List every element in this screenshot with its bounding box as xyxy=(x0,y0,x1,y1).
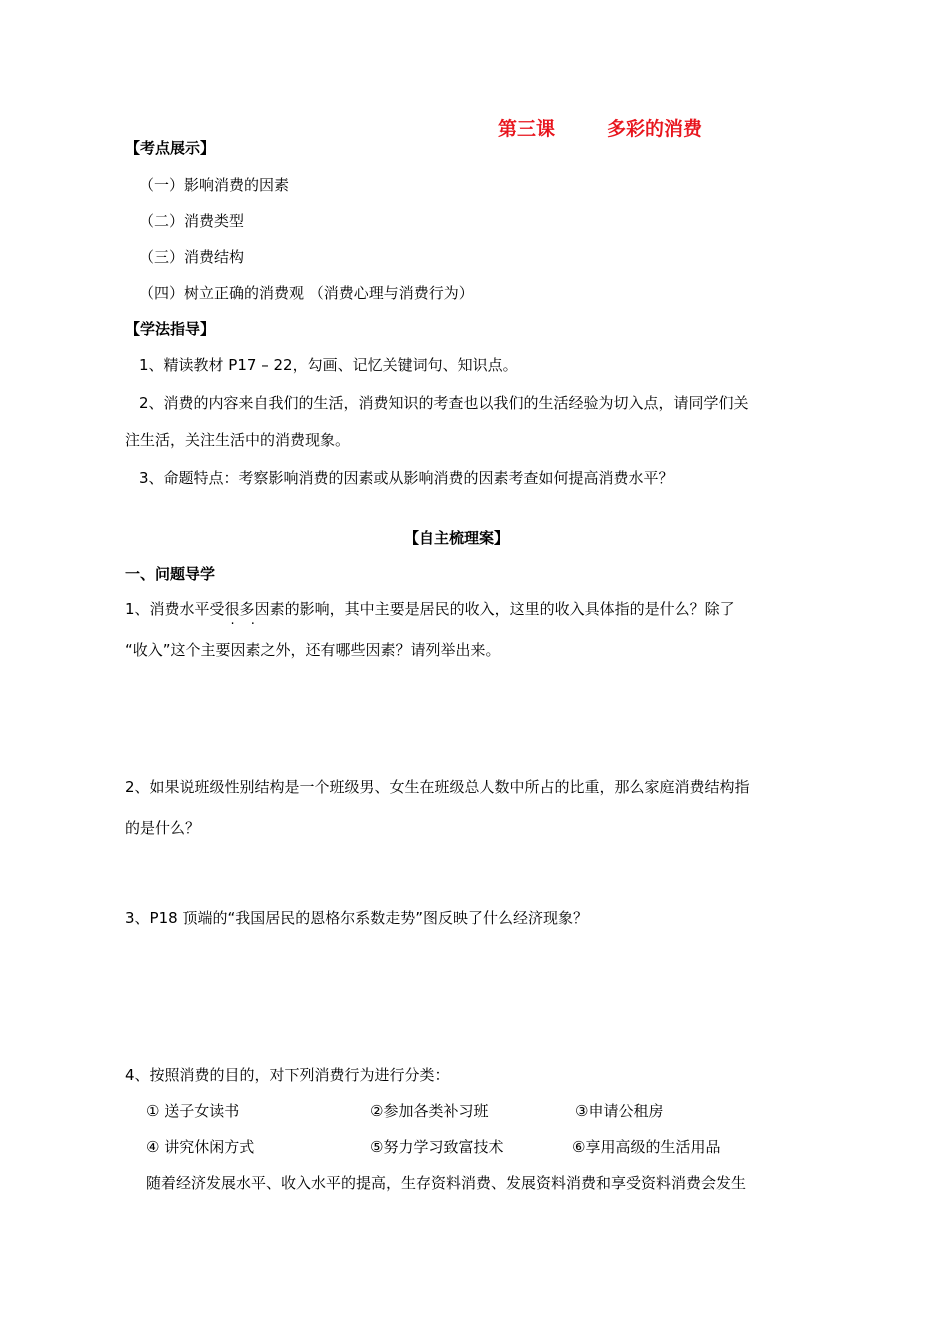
study-method-paragraph-cont: 注生活，关注生活中的消费现象。 xyxy=(125,431,351,449)
question-2-cont: 的是什么？ xyxy=(125,819,201,837)
exam-point-item: （一）影响消费的因素 xyxy=(139,176,290,194)
option-item: ⑥享用高级的生活用品 xyxy=(572,1138,721,1156)
study-method-paragraph: 2、消费的内容来自我们的生活，消费知识的考查也以我们的生活经验为切入点，请同学们关 xyxy=(139,394,749,412)
exam-point-item: （二）消费类型 xyxy=(139,212,245,230)
option-item: ① 送子女读书 xyxy=(146,1102,240,1120)
option-item: ④ 讲究休闲方式 xyxy=(146,1138,255,1156)
study-method-paragraph: 1、精读教材 P17 – 22，勾画、记忆关键词句、知识点。 xyxy=(139,356,518,374)
option-item: ⑤努力学习致富技术 xyxy=(370,1138,504,1156)
title-lesson: 第三课 xyxy=(498,118,556,140)
study-method-heading: 【学法指导】 xyxy=(125,320,216,338)
exam-points-heading: 【考点展示】 xyxy=(125,139,216,157)
self-study-heading: 【自主梳理案】 xyxy=(404,529,510,547)
option-item: ②参加各类补习班 xyxy=(370,1102,489,1120)
question-3: 3、P18 顶端的“我国居民的恩格尔系数走势”图反映了什么经济现象？ xyxy=(125,909,588,927)
page-title xyxy=(498,114,702,141)
title-topic: 多彩的消费 xyxy=(607,118,703,140)
guided-questions-subheading: 一、问题导学 xyxy=(125,565,216,583)
emphasis-dots: 很多 · · xyxy=(225,600,255,618)
question-1: 1、消费水平受很多 · ·因素的影响，其中主要是居民的收入，这里的收入具体指的是什么？除了 xyxy=(125,599,735,619)
study-method-paragraph: 3、命题特点：考察影响消费的因素或从影响消费的因素考查如何提高消费水平？ xyxy=(139,469,674,487)
question-4-tail: 随着经济发展水平、收入水平的提高，生存资料消费、发展资料消费和享受资料消费会发生 xyxy=(146,1174,747,1192)
option-item: ③申请公租房 xyxy=(575,1102,664,1120)
question-1-cont: “收入”这个主要因素之外，还有哪些因素？请列举出来。 xyxy=(125,641,501,659)
question-4: 4、按照消费的目的，对下列消费行为进行分类： xyxy=(125,1066,450,1084)
question-2: 2、如果说班级性别结构是一个班级男、女生在班级总人数中所占的比重，那么家庭消费结构指 xyxy=(125,778,750,796)
exam-point-item: （三）消费结构 xyxy=(139,248,245,266)
exam-point-item: （四）树立正确的消费观 （消费心理与消费行为） xyxy=(139,284,474,302)
